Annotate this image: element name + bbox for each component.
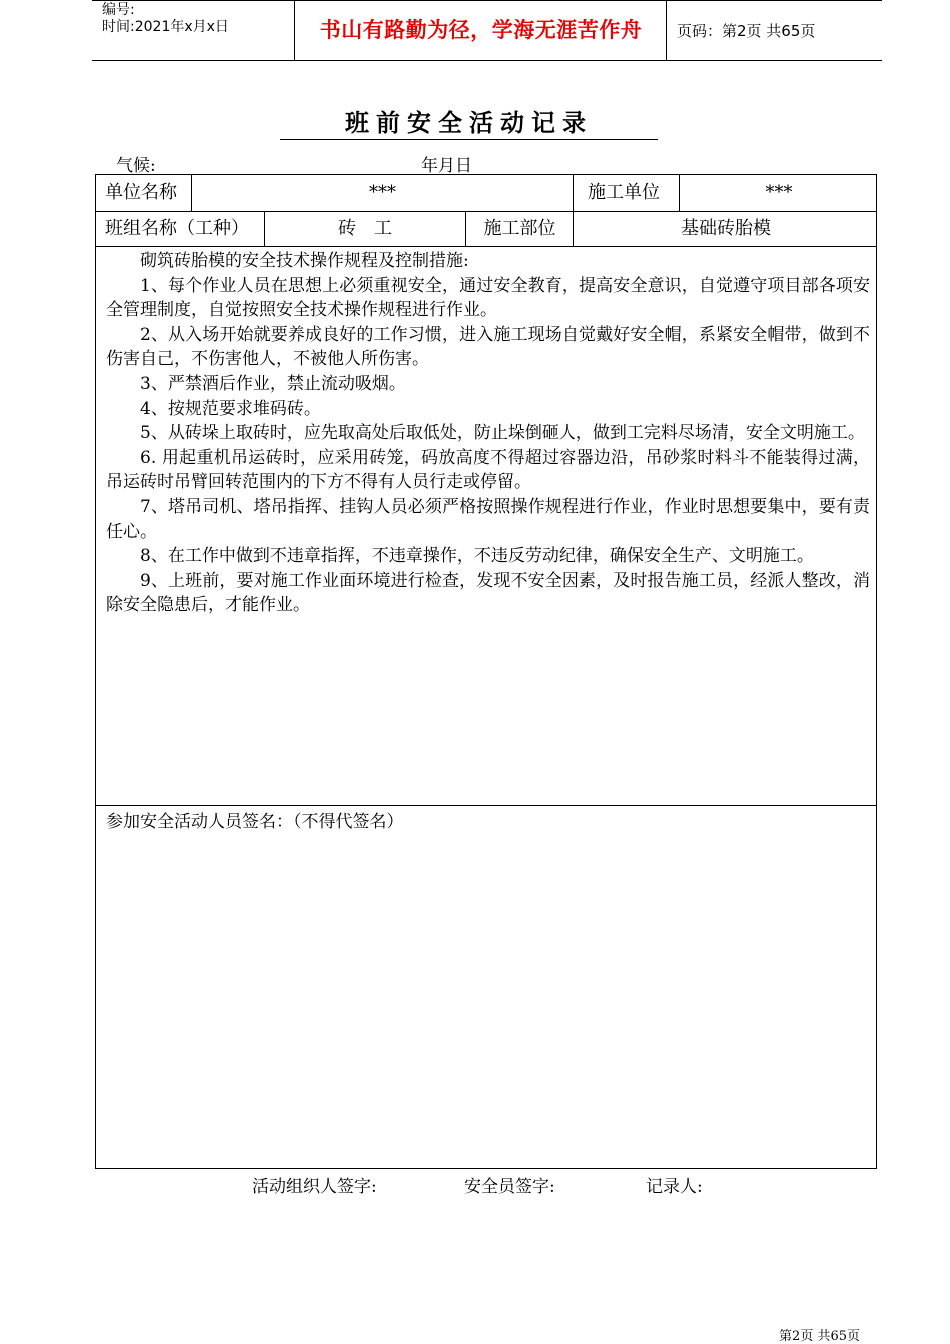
safety-measure-item: 8、在工作中做到不违章指挥，不违章操作，不违反劳动纪律，确保安全生产、文明施工。 xyxy=(140,546,814,567)
safety-measure-item: 1、每个作业人员在思想上必须重视安全，通过安全教育，提高安全意识，自觉遵守项目部各项安全管理制度，自觉按照安全技术操作规程进行作业。 xyxy=(106,275,870,321)
safety-officer-signature-label: 安全员签字: xyxy=(464,1177,555,1197)
unit-name-label: 单位名称 xyxy=(105,182,177,203)
row1-col-divider-2 xyxy=(573,175,574,211)
row-divider-2 xyxy=(96,246,876,247)
participant-signature-label: 参加安全活动人员签名：（不得代签名） xyxy=(106,812,404,832)
safety-measure-item: 3、严禁酒后作业，禁止流动吸烟。 xyxy=(140,373,406,394)
construction-unit-label: 施工单位 xyxy=(588,182,660,203)
weather-label: 气候: xyxy=(116,156,156,176)
header-meta xyxy=(102,2,229,36)
safety-measures-content xyxy=(106,249,870,618)
construction-unit-value: *** xyxy=(765,182,793,203)
header-bottom-border xyxy=(92,60,882,61)
document-time-label: 时间:2021年x月x日 xyxy=(102,19,229,35)
page-title: 班前安全活动记录 xyxy=(280,108,658,140)
header-divider-2 xyxy=(666,0,667,60)
header-divider-1 xyxy=(294,0,295,60)
document-number-label: 编号: xyxy=(102,2,135,18)
team-name-value: 砖 工 xyxy=(338,218,392,239)
location-value: 基础砖胎模 xyxy=(681,218,771,239)
row-divider-3 xyxy=(96,805,876,806)
safety-measure-item: 2、从入场开始就要养成良好的工作习惯，进入施工现场自觉戴好安全帽，系紧安全帽带，做到不伤害自己，不伤害他人，不被他人所伤害。 xyxy=(106,324,870,370)
row-divider-1 xyxy=(96,211,876,212)
safety-measure-item: 7、塔吊司机、塔吊指挥、挂钩人员必须严格按照操作规程进行作业，作业时思想要集中，要有责任心。 xyxy=(106,496,870,542)
header-top-border xyxy=(92,0,882,1)
safety-measures-heading: 砌筑砖胎模的安全技术操作规程及控制措施: xyxy=(140,251,469,271)
header-page-number: 页码：第2页 共65页 xyxy=(677,22,816,40)
header-motto: 书山有路勤为径，学海无涯苦作舟 xyxy=(319,18,643,42)
activity-record-form xyxy=(95,174,877,1169)
safety-measure-item: 6. 用起重机吊运砖时，应采用砖笼，码放高度不得超过容器边沿，吊砂浆时料斗不能装得过满，吊运砖时吊臂回转范围内的下方不得有人员行走或停留。 xyxy=(106,447,870,493)
footer-page-number: 第2页 共65页 xyxy=(779,1329,860,1344)
location-label: 施工部位 xyxy=(483,218,556,239)
safety-measure-item: 9、上班前，要对施工作业面环境进行检查，发现不安全因素，及时报告施工员，经派人整改，消除安全隐患后，才能作业。 xyxy=(106,570,870,616)
safety-measure-item: 4、按规范要求堆码砖。 xyxy=(140,398,321,419)
date-label: 年月日 xyxy=(421,156,472,176)
recorder-signature-label: 记录人: xyxy=(646,1177,703,1197)
organizer-signature-label: 活动组织人签字: xyxy=(252,1177,377,1197)
unit-name-value: *** xyxy=(369,182,396,203)
safety-measure-item: 5、从砖垛上取砖时，应先取高处后取低处，防止垛倒砸人，做到工完料尽场清，安全文明施工。 xyxy=(140,423,865,444)
team-name-label: 班组名称（工种） xyxy=(105,218,249,239)
